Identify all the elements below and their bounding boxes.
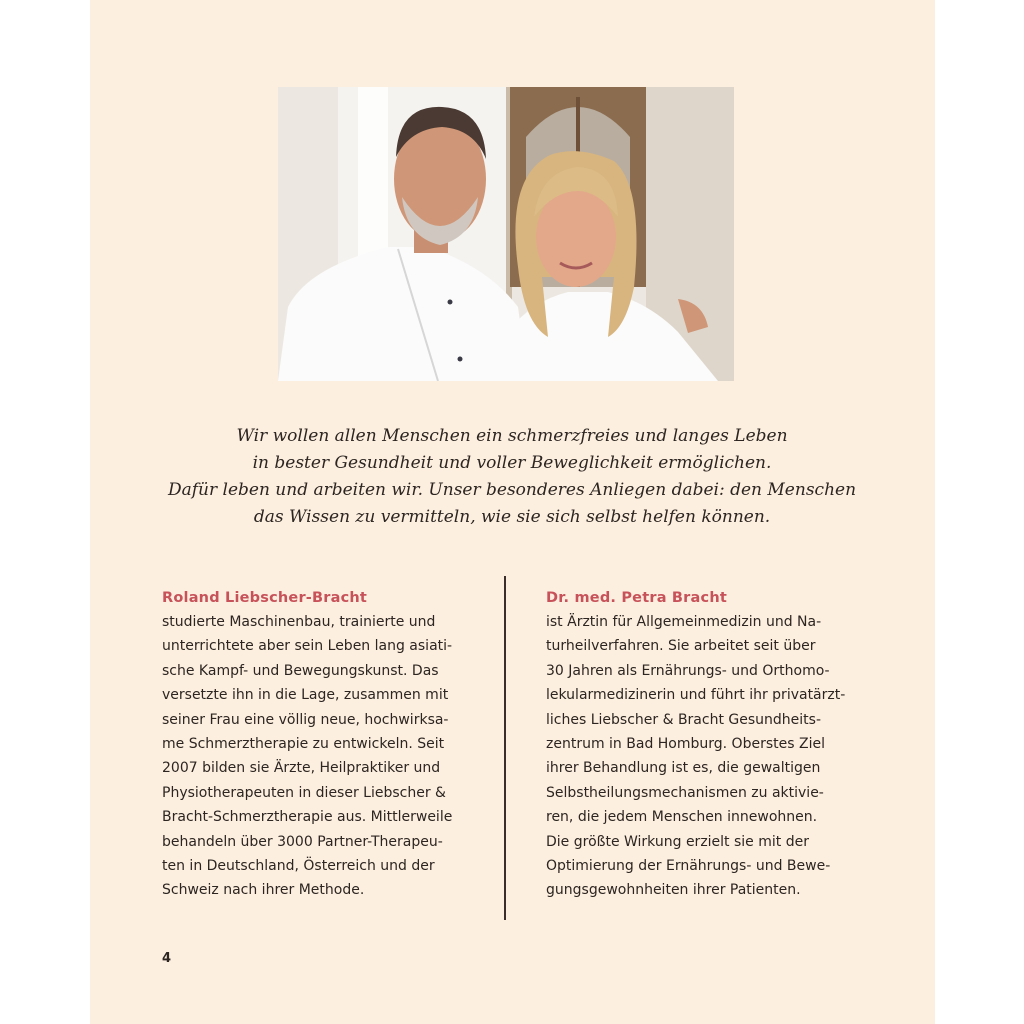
bio-line: Bracht-Schmerztherapie aus. Mittlerweile <box>162 809 453 826</box>
author-bio-roland <box>162 586 482 903</box>
bio-line: sche Kampf- und Bewegungskunst. Das <box>162 662 439 679</box>
bio-line: lekularmedizinerin und führt ihr privatärzt- <box>546 687 846 704</box>
quote-line: in bester Gesundheit und voller Beweglichkeit ermöglichen. <box>252 453 772 473</box>
author-name-heading: Roland Liebscher-Bracht <box>162 590 368 606</box>
bio-line: ihrer Behandlung ist es, die gewaltigen <box>546 760 821 777</box>
bio-line: ren, die jedem Menschen innewohnen. <box>546 809 818 826</box>
bio-line: unterrichtete aber sein Leben lang asiati- <box>162 638 453 655</box>
bio-line: ten in Deutschland, Österreich und der <box>162 858 435 875</box>
page-number: 4 <box>162 951 172 966</box>
bio-line: behandeln über 3000 Partner-Therapeu- <box>162 833 443 850</box>
bio-line: Optimierung der Ernährungs- und Bewe- <box>546 858 831 875</box>
bio-line: 2007 bilden sie Ärzte, Heilpraktiker und <box>162 760 441 777</box>
bio-line: Die größte Wirkung erzielt sie mit der <box>546 833 809 850</box>
bio-line: Physiotherapeuten in dieser Liebscher & <box>162 784 446 801</box>
bio-line: 30 Jahren als Ernährungs- und Orthomo- <box>546 662 830 679</box>
column-divider <box>504 576 506 920</box>
quote-line: das Wissen zu vermitteln, wie sie sich selbst helfen können. <box>253 507 771 527</box>
author-bio-petra <box>546 586 876 903</box>
quote-line: Dafür leben und arbeiten wir. Unser besonderes Anliegen dabei: den Menschen <box>167 480 857 500</box>
author-photo <box>278 87 734 381</box>
bio-line: Schweiz nach ihrer Methode. <box>162 882 365 899</box>
bio-line: ist Ärztin für Allgemeinmedizin und Na- <box>546 614 822 630</box>
bio-line: seiner Frau eine völlig neue, hochwirksa- <box>162 711 449 728</box>
bio-line: liches Liebscher & Bracht Gesundheits- <box>546 711 821 728</box>
bio-line: turheilverfahren. Sie arbeitet seit über <box>546 638 816 655</box>
bio-line: zentrum in Bad Homburg. Oberstes Ziel <box>546 736 825 753</box>
author-name-heading: Dr. med. Petra Bracht <box>546 590 727 606</box>
bio-line: versetzte ihn in die Lage, zusammen mit <box>162 687 449 704</box>
bio-line: Selbstheilungsmechanismen zu aktivie- <box>546 784 824 801</box>
bio-line: me Schmerztherapie zu entwickeln. Seit <box>162 736 445 753</box>
quote-line: Wir wollen allen Menschen ein schmerzfreies und langes Leben <box>236 426 788 446</box>
mission-quote <box>150 423 874 531</box>
bio-line: studierte Maschinenbau, trainierte und <box>162 614 436 630</box>
bio-line: gungsgewohnheiten ihrer Patienten. <box>546 882 801 899</box>
